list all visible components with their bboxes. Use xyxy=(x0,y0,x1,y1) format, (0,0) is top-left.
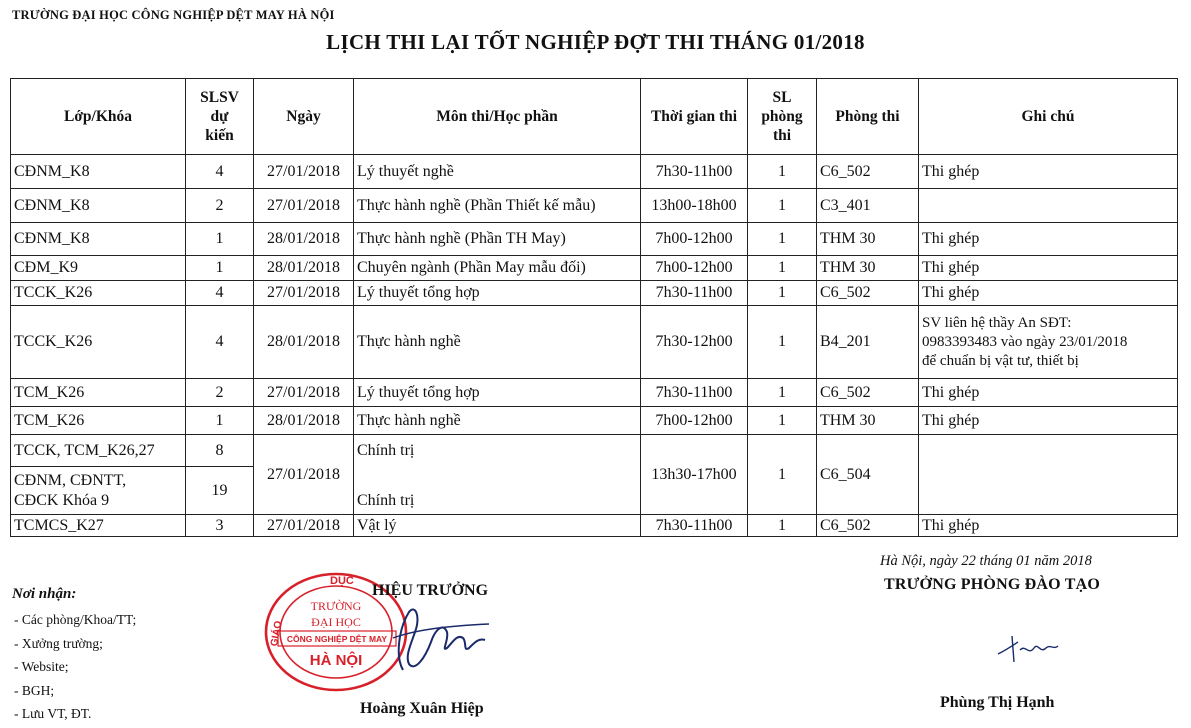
table-row xyxy=(11,407,1178,435)
cell-slsv: 19 xyxy=(186,467,254,515)
cell-slphong: 1 xyxy=(748,155,817,189)
cell-ngay: 27/01/2018 xyxy=(254,189,354,223)
cell-thoigian: 7h00-12h00 xyxy=(641,407,748,435)
cell-thoigian: 7h30-11h00 xyxy=(641,155,748,189)
cell-slsv: 4 xyxy=(186,281,254,306)
cell-slsv: 4 xyxy=(186,155,254,189)
table-header-row xyxy=(11,79,1178,155)
cell-ngay: 27/01/2018 xyxy=(254,281,354,306)
place-date: Hà Nội, ngày 22 tháng 01 năm 2018 xyxy=(880,553,1092,569)
cell-slsv: 1 xyxy=(186,407,254,435)
cell-thoigian: 7h30-11h00 xyxy=(641,515,748,537)
cell-slsv: 1 xyxy=(186,223,254,256)
cell-slsv: 3 xyxy=(186,515,254,537)
cell-slphong: 1 xyxy=(748,281,817,306)
dept-head-name: Phùng Thị Hạnh xyxy=(940,694,1055,711)
table-row xyxy=(11,256,1178,281)
table-row xyxy=(11,306,1178,379)
cell-ngay: 28/01/2018 xyxy=(254,306,354,379)
cell-mon: Lý thuyết tổng hợp xyxy=(354,379,641,407)
cell-slphong: 1 xyxy=(748,379,817,407)
cell-lop: TCCK_K26 xyxy=(11,306,186,379)
stamp-text-top: TRƯỜNG xyxy=(310,599,362,613)
col-header-lop: Lớp/Khóa xyxy=(11,79,186,155)
cell-ngay: 27/01/2018 xyxy=(254,155,354,189)
cell-lop: TCM_K26 xyxy=(11,379,186,407)
cell-phong: B4_201 xyxy=(817,306,919,379)
cell-phong: THM 30 xyxy=(817,223,919,256)
rector-name: Hoàng Xuân Hiệp xyxy=(360,700,484,717)
col-header-ngay: Ngày xyxy=(254,79,354,155)
cell-lop: TCMCS_K27 xyxy=(11,515,186,537)
stamp-text-city: HÀ NỘI xyxy=(309,652,363,669)
page-title: LỊCH THI LẠI TỐT NGHIỆP ĐỢT THI THÁNG 01/2018 xyxy=(326,30,865,54)
dept-signature xyxy=(992,628,1062,668)
cell-ghichu: SV liên hệ thầy An SĐT: 0983393483 vào ngày 23/01/2018 để chuẩn bị vật tư, thiết bị xyxy=(919,306,1178,379)
cell-ngay: 27/01/2018 xyxy=(254,515,354,537)
cell-mon: Chính trị xyxy=(354,435,641,467)
list-item: - BGH; xyxy=(14,682,55,698)
cell-thoigian-merged: 13h30-17h00 xyxy=(641,435,748,515)
cell-mon: Thực hành nghề (Phần TH May) xyxy=(354,223,641,256)
cell-ghichu: Thi ghép xyxy=(919,515,1178,537)
col-header-slphong: SL phòng thi xyxy=(748,79,817,155)
cell-slsv: 2 xyxy=(186,189,254,223)
rector-signature xyxy=(385,598,495,686)
cell-lop: TCCK_K26 xyxy=(11,281,186,306)
cell-ghichu: Thi ghép xyxy=(919,379,1178,407)
rector-title: HIỆU TRƯỞNG xyxy=(372,582,489,599)
cell-slphong: 1 xyxy=(748,189,817,223)
cell-lop: TCM_K26 xyxy=(11,407,186,435)
cell-slsv: 8 xyxy=(186,435,254,467)
cell-lop: CĐNM_K8 xyxy=(11,223,186,256)
cell-slphong: 1 xyxy=(748,306,817,379)
table-row xyxy=(11,155,1178,189)
recipients-title: Nơi nhận: xyxy=(12,586,77,602)
cell-lop: CĐNM_K8 xyxy=(11,155,186,189)
table-row xyxy=(11,223,1178,256)
cell-slphong: 1 xyxy=(748,223,817,256)
list-item: - Website; xyxy=(14,659,69,674)
cell-lop: TCCK, TCM_K26,27 xyxy=(11,435,186,467)
cell-ngay: 28/01/2018 xyxy=(254,256,354,281)
cell-lop: CĐNM_K8 xyxy=(11,189,186,223)
cell-mon: Lý thuyết tổng hợp xyxy=(354,281,641,306)
cell-mon: Thực hành nghề (Phần Thiết kế mẫu) xyxy=(354,189,641,223)
stamp-text-band: CÔNG NGHIỆP DỆT MAY xyxy=(286,634,388,644)
cell-mon: Lý thuyết nghề xyxy=(354,155,641,189)
cell-thoigian: 7h30-12h00 xyxy=(641,306,748,379)
cell-phong: C6_502 xyxy=(817,155,919,189)
cell-thoigian: 7h00-12h00 xyxy=(641,223,748,256)
cell-mon: Chuyên ngành (Phần May mẫu đối) xyxy=(354,256,641,281)
cell-ghichu xyxy=(919,189,1178,223)
exam-schedule-table xyxy=(10,78,1178,537)
cell-thoigian: 7h00-12h00 xyxy=(641,256,748,281)
dept-title: TRƯỞNG PHÒNG ĐÀO TẠO xyxy=(884,576,1101,593)
cell-mon: Thực hành nghề xyxy=(354,407,641,435)
cell-thoigian: 7h30-11h00 xyxy=(641,281,748,306)
cell-ghichu-merged xyxy=(919,435,1178,515)
stamp-ring-top: DỤC xyxy=(330,575,354,587)
cell-slsv: 1 xyxy=(186,256,254,281)
cell-ghichu: Thi ghép xyxy=(919,256,1178,281)
cell-ghichu: Thi ghép xyxy=(919,223,1178,256)
cell-ngay: 27/01/2018 xyxy=(254,379,354,407)
cell-ghichu: Thi ghép xyxy=(919,407,1178,435)
col-header-slsv: SLSV dự kiến xyxy=(186,79,254,155)
cell-slphong: 1 xyxy=(748,515,817,537)
cell-mon: Thực hành nghề xyxy=(354,306,641,379)
list-item: - Xưởng trường; xyxy=(14,635,103,651)
table-row xyxy=(11,515,1178,537)
cell-phong: THM 30 xyxy=(817,256,919,281)
stamp-text-mid: ĐẠI HỌC xyxy=(311,615,361,629)
table-row xyxy=(11,379,1178,407)
cell-phong: C6_502 xyxy=(817,281,919,306)
cell-lop: CĐM_K9 xyxy=(11,256,186,281)
cell-thoigian: 13h00-18h00 xyxy=(641,189,748,223)
recipients-list xyxy=(14,608,136,726)
cell-lop: CĐNM, CĐNTT, CĐCK Khóa 9 xyxy=(11,467,186,515)
cell-ngay: 28/01/2018 xyxy=(254,407,354,435)
cell-slphong: 1 xyxy=(748,256,817,281)
cell-ngay-merged: 27/01/2018 xyxy=(254,435,354,515)
stamp-ring-left: GIÁO xyxy=(269,620,285,648)
cell-slsv: 4 xyxy=(186,306,254,379)
table-row xyxy=(11,189,1178,223)
cell-ngay: 28/01/2018 xyxy=(254,223,354,256)
cell-thoigian: 7h30-11h00 xyxy=(641,379,748,407)
cell-slphong-merged: 1 xyxy=(748,435,817,515)
cell-mon: Vật lý xyxy=(354,515,641,537)
table-row xyxy=(11,435,1178,467)
col-header-phong: Phòng thi xyxy=(817,79,919,155)
col-header-ghichu: Ghi chú xyxy=(919,79,1178,155)
cell-slphong: 1 xyxy=(748,407,817,435)
cell-ghichu: Thi ghép xyxy=(919,155,1178,189)
cell-ghichu: Thi ghép xyxy=(919,281,1178,306)
cell-phong: C6_502 xyxy=(817,379,919,407)
table-row xyxy=(11,281,1178,306)
school-name: TRƯỜNG ĐẠI HỌC CÔNG NGHIỆP DỆT MAY HÀ NỘI xyxy=(12,8,335,22)
cell-phong-merged: C6_504 xyxy=(817,435,919,515)
cell-phong: THM 30 xyxy=(817,407,919,435)
cell-mon: Chính trị xyxy=(354,467,641,515)
list-item: - Lưu VT, ĐT. xyxy=(14,706,92,721)
cell-phong: C3_401 xyxy=(817,189,919,223)
col-header-mon: Môn thi/Học phần xyxy=(354,79,641,155)
col-header-thoigian: Thời gian thi xyxy=(641,79,748,155)
list-item: - Các phòng/Khoa/TT; xyxy=(14,612,137,627)
cell-phong: C6_502 xyxy=(817,515,919,537)
cell-slsv: 2 xyxy=(186,379,254,407)
